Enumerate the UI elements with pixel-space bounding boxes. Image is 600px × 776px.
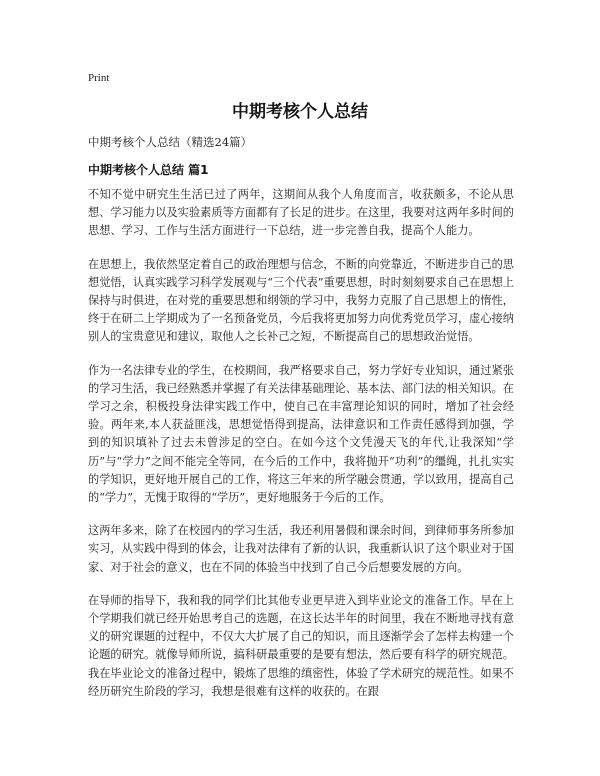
paragraph-4: 这两年多来，除了在校园内的学习生活，我还利用暑假和课余时间，到律师事务所参加实习，从实践中得到的体会，让我对法律有了新的认识，我重新认识了这个职业对于国家、对于社会的意义，也在不同的体验当中找到了自己今后想要发展的方向。 — [88, 524, 514, 574]
section-heading: 中期考核个人总结 篇1 — [88, 163, 209, 177]
paragraph-1: 不知不觉中研究生生活已过了两年，这期间从我个人角度而言，收获颇多，不论从思想、学习能力以及实验素质等方面都有了长足的进步。在这里，我要对这两年多时间的思想、学习、工作与生活方面进行一下总结，进一步完善自我，提高个人能力。 — [88, 188, 514, 238]
document-body — [88, 186, 514, 716]
document-title: 中期考核个人总结 — [232, 102, 368, 122]
paragraph-3: 作为一名法律专业的学生，在校期间，我严格要求自己，努力学好专业知识，通过紧张的学习生活，我已经熟悉并掌握了有关法律基础理论、基本法、部门法的相关知识。在学习之余，积极投身法律实践工作中，使自己在丰富理论知识的同时，增加了社会经验。两年来,本人获益匪浅，思想觉悟得到提高，法律意识和工作责任感得到加强，学到的知识填补了过去未曾涉足的空白。在如今这个文凭漫天飞的年代,让我深知“学历”与“学力”之间不能完全等同，在今后的工作中，我将抛开“功利”的缰绳，扎扎实实的学知识，更好地开展自己的工作，将这三年来的所学融会贯通，学以致用，提高自己的“学力”，无愧于取得的“学历”，更好地服务于今后的工作。 — [88, 363, 514, 505]
document-subtitle: 中期考核个人总结（精选24篇） — [88, 135, 253, 149]
print-label: Print — [88, 72, 110, 84]
paragraph-2: 在思想上，我依然坚定着自己的政治理想与信念，不断的向党靠近，不断进步自己的思想觉悟，认真实践学习科学发展观与“三个代表”重要思想，时时刻刻要求自己在思想上保持与时俱进，在对党的重要思想和纲领的学习中，我努力克服了自己思想上的惰性，终于在研二上学期成为了一名预备党员，今后我将更加努力向优秀党员学习，虚心接纳别人的宝贵意见和建议，取他人之长补己之短，不断提高自己的思想政治觉悟。 — [88, 257, 514, 344]
paragraph-5: 在导师的指导下，我和我的同学们比其他专业更早进入到毕业论文的准备工作。早在上个学期我们就已经开始思考自己的选题，在这长达半年的时间里，我在不断地寻找有意义的研究课题的过程中，不仅大大扩展了自己的知识，而且逐渐学会了怎样去构建一个论题的研究。就像导师所说，搞科研最重要的是要有想法，然后要有科学的研究规范。我在毕业论文的准备过程中，锻炼了思维的缜密性，体验了学术研究的规范性。如果不经历研究生阶段的学习，我想是很难有这样的收获的。在跟 — [88, 593, 514, 698]
